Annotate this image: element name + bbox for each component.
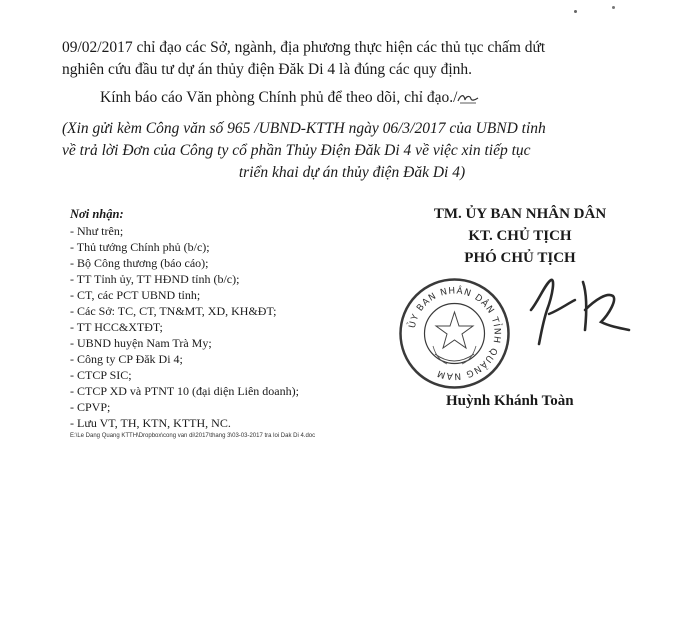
file-path-footer: E:\Le Dang Quang KTTH\Dropbox\cong van di\2017\thang 3\03-03-2017 tra loi Dak Di 4.doc	[70, 433, 316, 439]
recipient-list	[70, 206, 400, 431]
body-line: nghiên cứu đầu tư dự án thủy điện Đăk Di 4 là đúng các quy định.	[62, 61, 473, 78]
recipient-item: - CT, các PCT UBND tỉnh;	[70, 288, 201, 302]
recipient-item: - TT Tỉnh ủy, TT HĐND tỉnh (b/c);	[70, 272, 240, 286]
attachment-line: triển khai dự án thủy điện Đăk Di 4)	[238, 164, 466, 181]
signature-line-2: KT. CHỦ TỊCH	[468, 228, 572, 244]
recipient-item: - CTCP XD và PTNT 10 (đại diện Liên doanh);	[70, 384, 299, 398]
attachment-line: về trả lời Đơn của Công ty cổ phần Thủy Điện Đăk Di 4 về việc xin tiếp tục	[62, 142, 531, 159]
recipient-item: - UBND huyện Nam Trà My;	[70, 336, 212, 350]
recipient-item: - Lưu VT, TH, KTN, KTTH, NC.	[70, 416, 231, 430]
signature-heading	[400, 203, 640, 269]
signature-line-3: PHÓ CHỦ TỊCH	[464, 250, 576, 266]
body-line: 09/02/2017 chỉ đạo các Sở, ngành, địa phương thực hiện các thủ tục chấm dứt	[62, 39, 546, 56]
closing-sentence: Kính báo cáo Văn phòng Chính phủ để theo dõi, chỉ đạo./	[100, 89, 458, 106]
signature-line-1: TM. ỦY BAN NHÂN DÂN	[433, 206, 607, 222]
initial-mark-icon	[457, 92, 479, 104]
scan-speck	[574, 10, 577, 13]
attachment-note	[62, 118, 672, 184]
recipient-item: - Bộ Công thương (báo cáo);	[70, 256, 209, 270]
body-paragraph-2	[100, 89, 479, 107]
recipient-item: - CTCP SIC;	[70, 368, 132, 382]
recipient-item: - Các Sở: TC, CT, TN&MT, XD, KH&ĐT;	[70, 304, 277, 318]
recipient-item: - TT HCC&XTĐT;	[70, 320, 163, 334]
recipient-item: - CPVP;	[70, 400, 111, 414]
official-seal-icon	[397, 276, 512, 391]
attachment-line: (Xin gửi kèm Công văn số 965 /UBND-KTTH ngày 06/3/2017 của UBND tỉnh	[62, 120, 546, 137]
recipient-title: Nơi nhận:	[70, 207, 124, 221]
handwritten-signature	[525, 270, 635, 350]
svg-text:ỦY BAN NHÂN DÂN TỈNH QUẢNG NAM: ỦY BAN NHÂN DÂN TỈNH QUẢNG NAM	[407, 286, 502, 381]
scan-speck	[612, 6, 615, 9]
signer-name: Huỳnh Khánh Toàn	[446, 393, 574, 409]
recipient-item: - Công ty CP Đăk Di 4;	[70, 352, 183, 366]
body-paragraph-1	[62, 37, 662, 81]
recipient-item: - Như trên;	[70, 224, 124, 238]
recipient-item: - Thủ tướng Chính phủ (b/c);	[70, 240, 210, 254]
